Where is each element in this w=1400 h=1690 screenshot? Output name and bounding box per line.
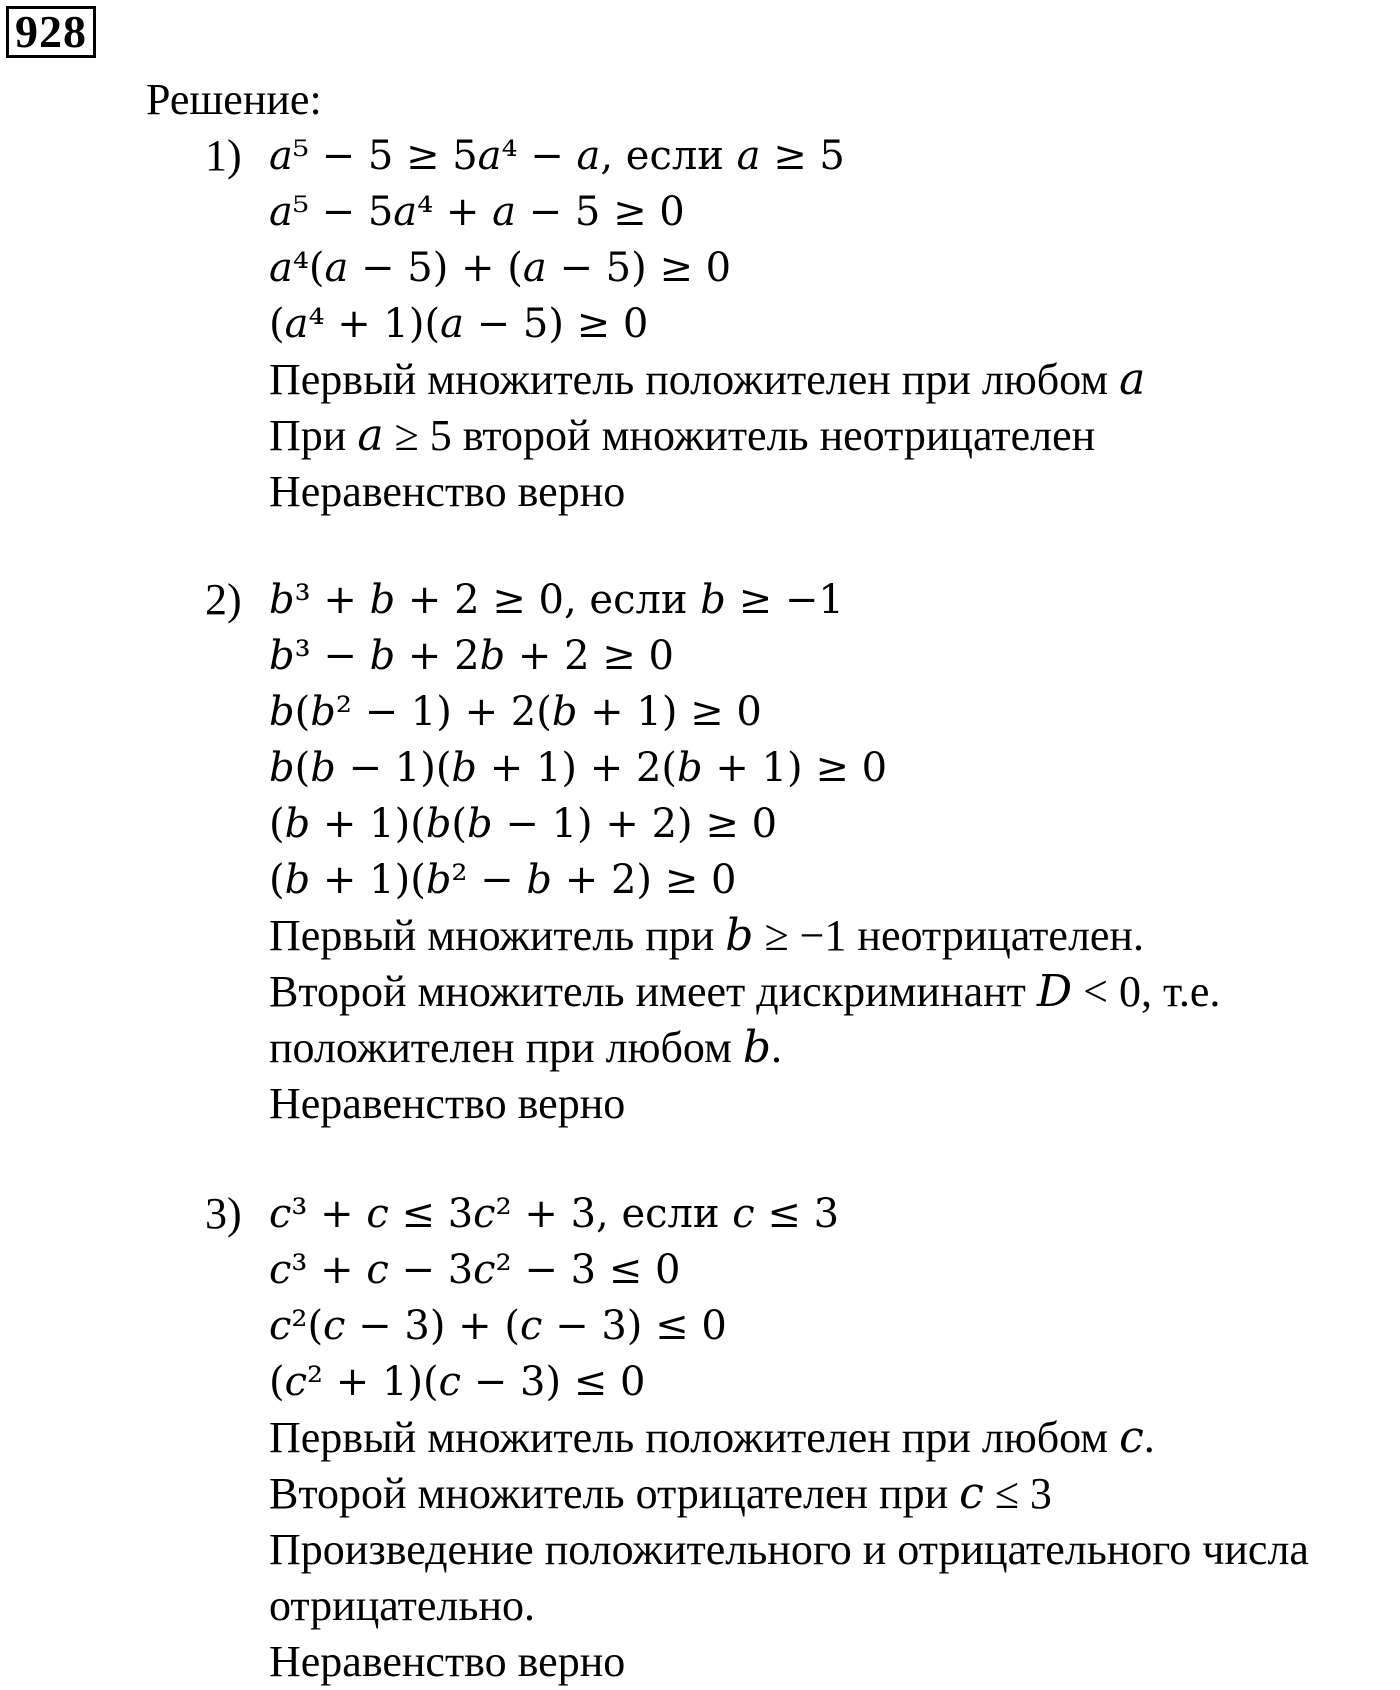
problem-number-box: 928 [6,6,96,58]
explanation-line: Первый множитель положителен при любом 𝑎 [269,355,1146,404]
equation-line: 𝑏³ + 𝑏 + 2 ≥ 0, если 𝑏 ≥ −1 [269,577,844,623]
explanation-line: отрицательно. [269,1581,535,1630]
equation-line: 𝑐²(𝑐 − 3) + (𝑐 − 3) ≤ 0 [269,1303,727,1349]
equation-line: 𝑎⁵ − 5 ≥ 5𝑎⁴ − 𝑎, если 𝑎 ≥ 5 [269,133,845,179]
equation-line: 𝑎⁴(𝑎 − 5) + (𝑎 − 5) ≥ 0 [269,245,732,291]
explanation-line: положителен при любом 𝑏. [269,1023,783,1072]
conclusion-line: Неравенство верно [269,467,626,516]
explanation-line: При 𝑎 ≥ 5 второй множитель неотрицателен [269,411,1096,460]
explanation-line: Второй множитель отрицателен при 𝑐 ≤ 3 [269,1469,1052,1518]
conclusion-line: Неравенство верно [269,1079,626,1128]
equation-line: (𝑏 + 1)(𝑏² − 𝑏 + 2) ≥ 0 [269,857,737,903]
equation-line: (𝑎⁴ + 1)(𝑎 − 5) ≥ 0 [269,301,649,347]
equation-line: 𝑐³ + 𝑐 ≤ 3𝑐² + 3, если 𝑐 ≤ 3 [269,1191,840,1237]
explanation-line: Произведение положительного и отрицательного числа [269,1525,1309,1574]
equation-line: 𝑐³ + 𝑐 − 3𝑐² − 3 ≤ 0 [269,1247,681,1293]
explanation-line: Второй множитель имеет дискриминант 𝐷 < 0, т.е. [269,967,1221,1016]
equation-line: (𝑏 + 1)(𝑏(𝑏 − 1) + 2) ≥ 0 [269,801,778,847]
explanation-line: Первый множитель при 𝑏 ≥ −1 неотрицателен. [269,911,1144,960]
solution-label: Решение: [146,75,322,124]
equation-line: (𝑐² + 1)(𝑐 − 3) ≤ 0 [269,1359,646,1405]
part-number: 1) [205,131,242,180]
explanation-line: Первый множитель положителен при любом 𝑐. [269,1413,1155,1462]
equation-line: 𝑏(𝑏 − 1)(𝑏 + 1) + 2(𝑏 + 1) ≥ 0 [269,745,888,791]
equation-line: 𝑏(𝑏² − 1) + 2(𝑏 + 1) ≥ 0 [269,689,762,735]
equation-line: 𝑎⁵ − 5𝑎⁴ + 𝑎 − 5 ≥ 0 [269,189,685,235]
equation-line: 𝑏³ − 𝑏 + 2𝑏 + 2 ≥ 0 [269,633,674,679]
part-number: 2) [205,575,242,624]
part-number: 3) [205,1189,242,1238]
conclusion-line: Неравенство верно [269,1637,626,1686]
